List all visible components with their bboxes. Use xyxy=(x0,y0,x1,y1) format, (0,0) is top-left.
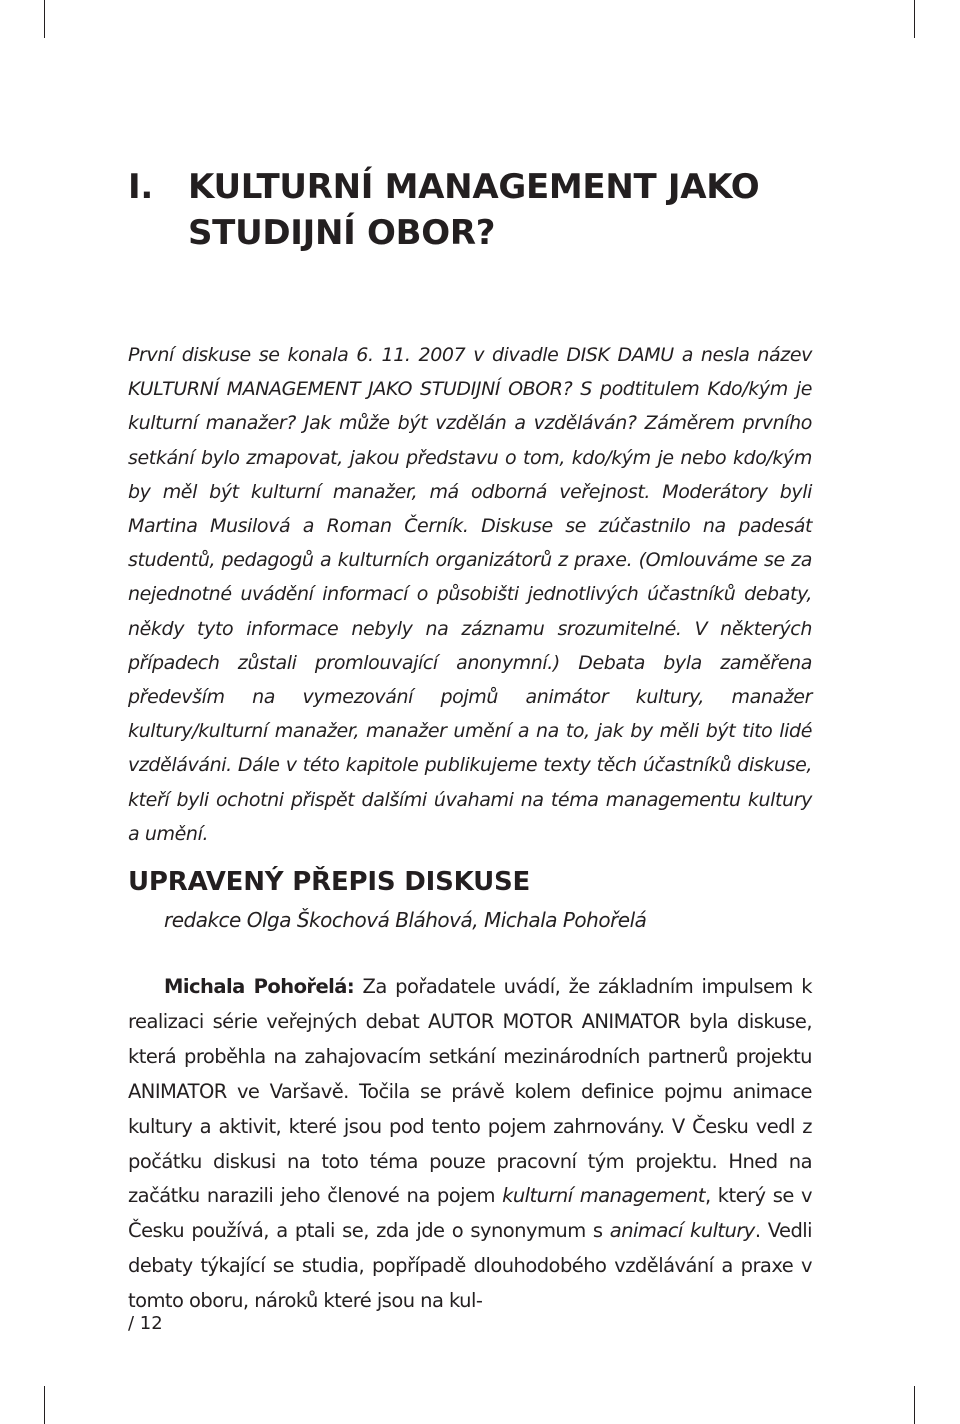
body-paragraph xyxy=(128,970,812,1319)
speaker-name: Michala Pohořelá: xyxy=(164,975,355,998)
chapter-title-text: KULTURNÍ MANAGEMENT JAKO STUDIJNÍ OBOR? xyxy=(188,167,760,253)
crop-mark-top-right xyxy=(914,0,915,38)
section-heading: UPRAVENÝ PŘEPIS DISKUSE xyxy=(128,867,531,897)
page-number: / 12 xyxy=(128,1313,163,1334)
term-animace-kultury: animací kultury xyxy=(609,1219,755,1243)
body-text-part-2: , který se v Česku používá, a ptali se, zda jde o synonymum s xyxy=(128,1184,812,1243)
crop-mark-top-left xyxy=(44,0,45,38)
crop-mark-bottom-right xyxy=(914,1386,915,1424)
chapter-title xyxy=(128,164,788,256)
section-editors: redakce Olga Škochová Bláhová, Michala Pohořelá xyxy=(164,908,647,932)
chapter-number: I. xyxy=(128,167,153,207)
body-text-part-1: Za pořadatele uvádí, že základním impulsem k realizaci série veřejných debat AUTOR MOTOR ANIMATOR byla diskuse, která proběhla na zahajovacím setkání mezinárodních partnerů projektu ANIMATOR ve Varšavě. Točila se právě kolem definice pojmu animace kultury a aktivit, které jsou pod tento pojem zahrnovány. V Česku vedl z počátku diskusi na toto téma pouze pracovní tým projektu. Hned na začátku narazili jeho členové na pojem xyxy=(128,975,812,1208)
intro-paragraph: První diskuse se konala 6. 11. 2007 v divadle DISK DAMU a nesla název KULTURNÍ MANAGEMENT JAKO STUDIJNÍ OBOR? S podtitulem Kdo/kým je kulturní manažer? Jak může být vzdělán a vzděláván? Záměrem prvního setkání bylo zmapovat, jakou představu o tom, kdo/kým je nebo kdo/kým by měl být kulturní manažer, má odborná veřejnost. Moderátory byli Martina Musilová a Roman Černík. Diskuse se zúčastnilo na padesát studentů, pedagogů a kulturních organizátorů z praxe. (Omlouváme se za nejednotné uvádění informací o působišti jednotlivých účastníků debaty, někdy tyto informace nebyly na záznamu srozumitelné. V některých případech zůstali promlouvající anonymní.) Debata byla zaměřena především na vymezování pojmů animátor kultury, manažer kultury/kulturní manažer, manažer umění a na to, jak by měli být tito lidé vzděláváni. Dále v této kapitole publikujeme texty těch účastníků diskuse, kteří byli ochotni přispět dalšími úvahami na téma managementu kultury a umění. xyxy=(128,344,812,845)
term-kulturni-management: kulturní management xyxy=(502,1184,705,1208)
body-text-part-3: . Vedli debaty týkající se studia, popřípadě dlouhodobého vzdělávání a praxe v tomto oboru, nároků které jsou na kul- xyxy=(128,1219,813,1313)
crop-mark-bottom-left xyxy=(44,1386,45,1424)
